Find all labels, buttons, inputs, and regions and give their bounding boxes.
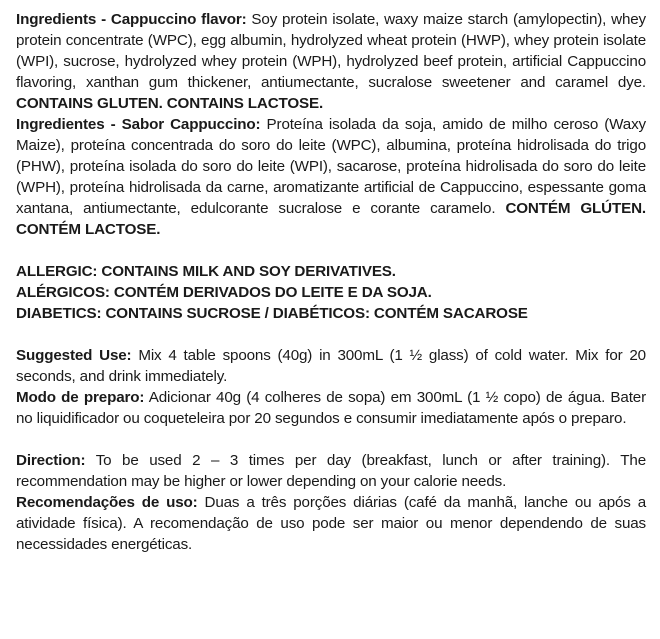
ingredients-portuguese-warning: CONTÉM GLÚTEN. CONTÉM LACTOSE. [16, 200, 646, 238]
diabetics-warning [16, 303, 646, 324]
ingredients-portuguese-heading: Ingredientes - Sabor Cappuccino: [16, 116, 261, 133]
ingredients-english-heading: Ingredients - Cappuccino flavor: [16, 11, 247, 28]
ingredients-portuguese [16, 114, 646, 240]
diabetics-warning-text: DIABETICS: CONTAINS SUCROSE / DIABÉTICOS: CONTÉM SACAROSE [16, 305, 528, 322]
section-spacer [16, 429, 646, 450]
allergen-warning-portuguese [16, 282, 646, 303]
direction-text: To be used 2 – 3 times per day (breakfast, lunch or after training). The recommendation may be higher or lower depending on your calorie needs. [16, 452, 646, 490]
product-label-text [16, 9, 646, 555]
ingredients-english-warning: CONTAINS GLUTEN. CONTAINS LACTOSE. [16, 95, 324, 112]
modo-de-preparo-heading: Modo de preparo: [16, 389, 145, 406]
suggested-use-text: Mix 4 table spoons (40g) in 300mL (1 ½ glass) of cold water. Mix for 20 seconds, and drink immediately. [16, 347, 646, 385]
suggested-use-heading: Suggested Use: [16, 347, 132, 364]
recomendacoes-portuguese [16, 492, 646, 555]
recomendacoes-heading: Recomendações de uso: [16, 494, 198, 511]
ingredients-portuguese-text: Proteína isolada da soja, amido de milho ceroso (Waxy Maize), proteína concentrada do soro do leite (WPC), albumina, proteína hidrolisada do trigo (PHW), proteína isolada do soro do leite (WPI), sacarose, proteína hidrolisada do soro do leite (WPH), proteína hidrolisada da carne, aromatizante artificial de Cappuccino, espessante goma xantana, antiumectante, edulcorante sucralose e corante caramelo. [16, 116, 646, 217]
section-spacer [16, 240, 646, 261]
suggested-use-english [16, 345, 646, 387]
direction-heading: Direction: [16, 452, 86, 469]
section-spacer [16, 324, 646, 345]
recomendacoes-text: Duas a três porções diárias (café da manhã, lanche ou após a atividade física). A recomendação de uso pode ser maior ou menor dependendo de suas necessidades energéticas. [16, 494, 646, 553]
allergen-warning-portuguese-text: ALÉRGICOS: CONTÉM DERIVADOS DO LEITE E DA SOJA. [16, 284, 432, 301]
modo-de-preparo-portuguese [16, 387, 646, 429]
modo-de-preparo-text: Adicionar 40g (4 colheres de sopa) em 300mL (1 ½ copo) de água. Bater no liquidificador ou coqueteleira por 20 segundos e consumir imediatamente após o preparo. [16, 389, 646, 427]
direction-english [16, 450, 646, 492]
allergen-warning-english [16, 261, 646, 282]
allergen-warning-english-text: ALLERGIC: CONTAINS MILK AND SOY DERIVATIVES. [16, 263, 396, 280]
ingredients-english [16, 9, 646, 114]
ingredients-english-text: Soy protein isolate, waxy maize starch (amylopectin), whey protein concentrate (WPC), egg albumin, hydrolyzed wheat protein (HWP), whey protein isolate (WPI), sucrose, hydrolyzed whey protein (WPH), hydrolyzed beef protein, artificial Cappuccino flavoring, xanthan gum thickener, antiumectante, sucralose sweetener and caramel dye. [16, 11, 646, 91]
